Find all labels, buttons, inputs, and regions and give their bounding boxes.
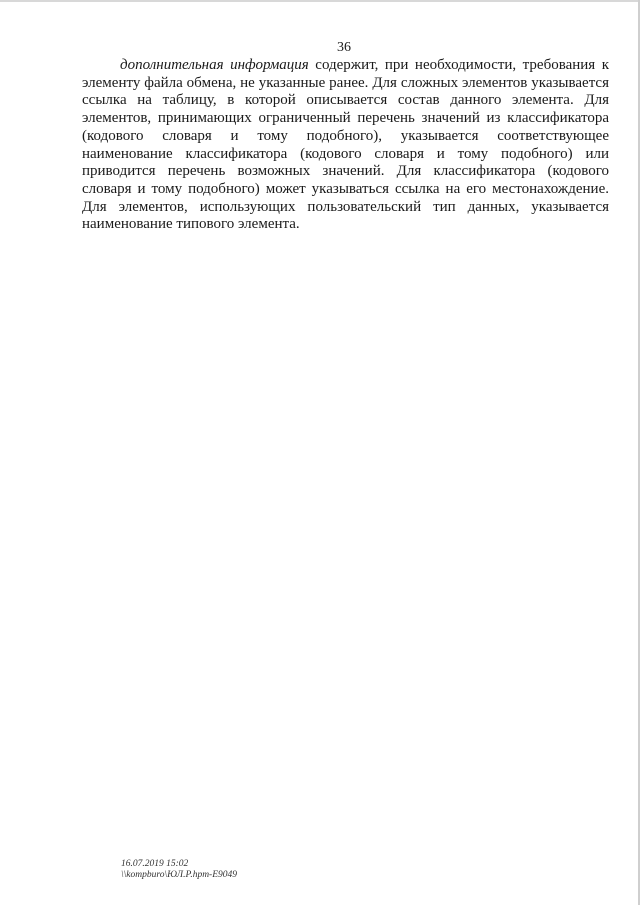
page-edge-top (0, 0, 640, 2)
body-paragraph (82, 57, 609, 234)
footer (121, 859, 237, 881)
lead-term: дополнительная информация (120, 57, 309, 73)
footer-date: 16.07.2019 15:02 (121, 859, 189, 869)
body-text (82, 57, 609, 234)
paragraph-text: содержит, при необходимости, требования к элементу файла обмена, не указанные ранее. Для сложных элементов указывается ссылка на таблицу, в которой описывается состав данного элемента. Для элементов, принимающих ограниченный перечень значений из классификатора (кодового словаря и тому подобного), указывается соответствующее наименование классификатора (кодового словаря и тому подобного) или приводится перечень возможных значений. Для классификатора (кодового словаря и тому подобного) может указываться ссылка на его местонахождение. Для элементов, использующих пользовательский тип данных, указывается наименование типового элемента. (82, 57, 609, 233)
footer-source: \\kompburo\ЮЛ.Р.hpm-E9049 (121, 870, 238, 880)
page-number: 36 (337, 40, 351, 55)
